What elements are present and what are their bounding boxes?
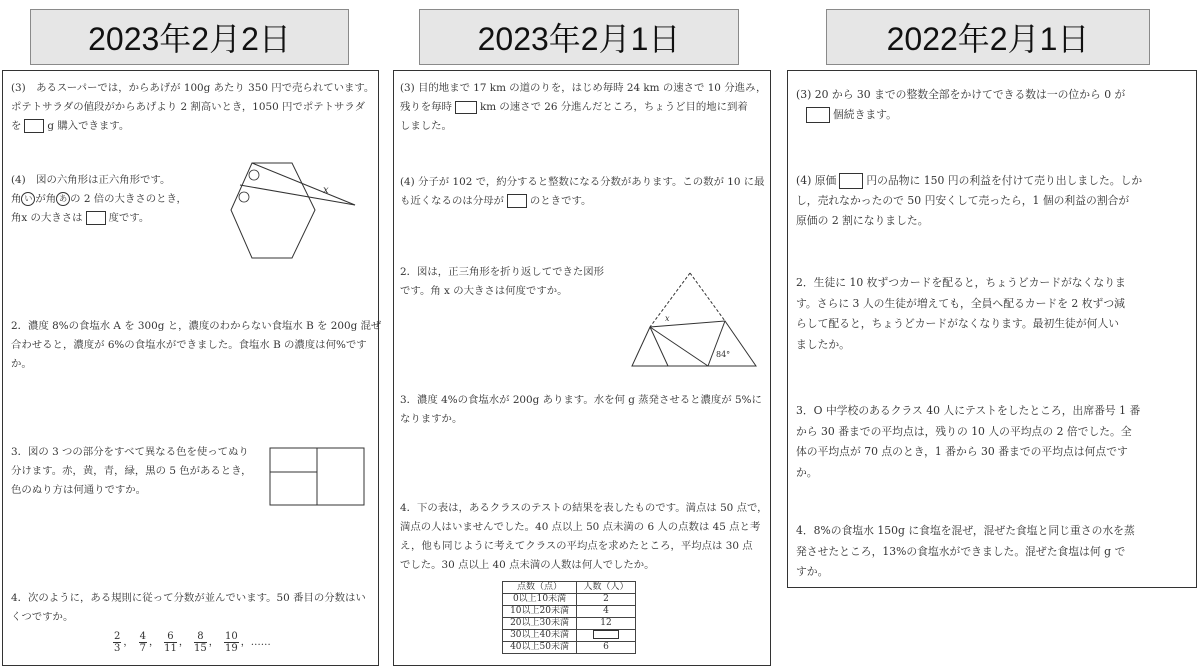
question-text: 残りを毎時 — [400, 101, 452, 113]
exam-page-2022-02-01 — [787, 70, 1197, 588]
ellipsis: ，…… — [240, 637, 271, 648]
answer-blank — [86, 211, 106, 225]
table-cell: 20以上30未満 — [503, 618, 577, 630]
table-row — [503, 618, 636, 630]
question-text: らして配ると，ちょうどカードがなくなります。最初生徒が何人い — [796, 317, 1120, 330]
question-2 — [11, 317, 381, 374]
question-4b — [11, 589, 366, 627]
question-text: 度です。 — [108, 212, 150, 224]
column-header: 人数（人） — [577, 582, 636, 594]
column-header: 点数（点） — [503, 582, 577, 594]
question-2 — [400, 263, 604, 301]
question-text: 分けます。赤，黄，青，緑，黒の 5 色があるとき， — [11, 465, 252, 477]
question-text: も近くなるのは分母が — [400, 195, 504, 207]
table-cell — [577, 630, 636, 642]
question-text: 3．O 中学校のあるクラス 40 人にテストをしたところ，出席番号 1 番 — [796, 404, 1141, 417]
table-cell: 0以上10未満 — [503, 594, 577, 606]
question-4b — [796, 521, 1135, 583]
angle-i-label: い — [21, 192, 35, 206]
question-3 — [400, 79, 766, 136]
angle-a-label: あ — [56, 192, 70, 206]
question-3b — [11, 443, 252, 500]
answer-blank — [839, 173, 863, 189]
question-text: 円の品物に 150 円の利益を付けて売り出しました。しか — [866, 174, 1143, 187]
answer-blank — [24, 119, 44, 133]
table-cell: 30以上40未満 — [503, 630, 577, 642]
folded-triangle-figure — [630, 271, 758, 369]
question-text: ましたか。 — [796, 337, 850, 351]
question-text: ポテトサラダの値段がからあげより 2 割高いとき，1050 円でポテトサラダ — [11, 101, 366, 113]
question-text: 3．濃度 4%の食塩水が 200g あります。水を何 g 蒸発させると濃度が 5%に — [400, 394, 762, 406]
table-cell: 12 — [577, 618, 636, 630]
fraction: $\frac{4}{7}$ — [139, 631, 146, 654]
question-text: 角 — [11, 193, 22, 205]
question-3 — [796, 85, 1125, 125]
date-header-1: 2023年2月2日 — [30, 9, 349, 65]
question-text: 合わせると，濃度が 6%の食塩水ができました。食塩水 B の濃度は何%です — [11, 339, 367, 351]
question-4 — [11, 171, 187, 228]
question-text: から 30 番までの平均点は，残りの 10 人の平均点の 2 倍でした。全 — [796, 424, 1132, 438]
question-text: (3) 20 から 30 までの整数全部をかけてできる数は一の位から 0 が — [796, 88, 1126, 101]
figure-angle-label: 84° — [716, 350, 731, 359]
answer-blank — [507, 194, 527, 208]
question-text: しました。 — [400, 120, 452, 132]
question-text: え，他も同じように考えてクラスの平均点を求めたところ，平均点は 30 点 — [400, 540, 753, 552]
table-row — [503, 642, 636, 654]
question-text: 発させたところ，13%の食塩水ができました。混ぜた食塩は何 g で — [796, 544, 1126, 558]
answer-blank — [806, 107, 830, 123]
table-row — [503, 594, 636, 606]
exam-page-2023-02-02 — [2, 70, 382, 666]
score-table — [502, 581, 636, 654]
question-text: 2．図は，正三角形を折り返してできた図形 — [400, 266, 605, 278]
question-text: km の速さで 26 分進んだところ，ちょうど目的地に到着 — [479, 101, 748, 113]
question-text: か。 — [796, 465, 818, 479]
question-3 — [11, 79, 374, 136]
answer-blank — [593, 630, 619, 639]
table-row — [503, 630, 636, 642]
question-text: なりますか。 — [400, 413, 463, 425]
question-2 — [796, 273, 1126, 355]
question-text: 4．次のように，ある規則に従って分数が並んでいます。50 番目の分数はい — [11, 592, 366, 604]
table-cell: 6 — [577, 642, 636, 654]
table-cell: 40以上50未満 — [503, 642, 577, 654]
question-text: 個続きます。 — [833, 108, 897, 121]
question-3b — [796, 401, 1140, 483]
table-header-row — [503, 582, 636, 594]
table-cell: 4 — [577, 606, 636, 618]
question-text: を — [11, 120, 22, 132]
question-text: です。角 x の大きさは何度ですか。 — [400, 285, 568, 297]
date-header-3: 2022年2月1日 — [826, 9, 1150, 65]
fraction: $\frac{8}{15}$ — [194, 631, 207, 654]
question-text: か。 — [11, 358, 32, 370]
question-text: (4) 原価 — [796, 174, 837, 187]
question-text: でした。30 点以上 40 点未満の人数は何人でしたか。 — [400, 559, 655, 571]
question-text: 4．下の表は，あるクラスのテストの結果を表したものです。満点は 50 点で， — [400, 502, 768, 514]
date-header-2: 2023年2月1日 — [419, 9, 739, 65]
fraction: $\frac{10}{19}$ — [224, 631, 238, 654]
fraction-sequence: $\frac{2}{3}$ ， $\frac{4}{7}$ ， $\frac{6}{11}$ ， $\frac{8}{15}$ ， $\frac{10}{19}$ ，…… — [114, 631, 271, 654]
question-4b — [400, 499, 768, 575]
answer-blank — [455, 101, 477, 114]
question-text: 角x の大きさは — [11, 212, 83, 224]
table-row — [503, 606, 636, 618]
question-text: 満点の人はいませんでした。40 点以上 50 点未満の 6 人の点数は 45 点と考 — [400, 521, 761, 533]
question-text: (4) 分子が 102 で，約分すると整数になる分数があります。この数が 10 に最 — [400, 176, 765, 188]
question-4 — [796, 171, 1142, 231]
question-text: すか。 — [796, 565, 829, 578]
question-text: が角 — [35, 193, 57, 205]
question-text: g 購入できます。 — [47, 120, 130, 132]
question-text: 4．8%の食塩水 150g に食塩を混ぜ，混ぜた食塩と同じ重さの水を蒸 — [796, 524, 1135, 537]
fraction: $\frac{2}{3}$ — [114, 631, 121, 654]
question-text: 2．生徒に 10 枚ずつカードを配ると，ちょうどカードがなくなりま — [796, 276, 1126, 289]
fraction: $\frac{6}{11}$ — [164, 631, 177, 654]
question-text: (4) 図の六角形は正六角形です。 — [11, 174, 171, 186]
question-3b — [400, 391, 762, 429]
question-text: の 2 倍の大きさのとき， — [70, 193, 187, 205]
figure-x-label: x — [665, 314, 670, 323]
question-text: 色のぬり方は何通りですか。 — [11, 484, 147, 496]
question-text: くつですか。 — [11, 611, 74, 623]
question-text: 2．濃度 8%の食塩水 A を 300g と，濃度のわからない食塩水 B を 200g 混ぜ — [11, 320, 382, 332]
question-text: す。さらに 3 人の生徒が増えても，全員へ配るカードを 2 枚ずつ減 — [796, 296, 1125, 310]
table-cell: 10以上20未満 — [503, 606, 577, 618]
question-text: (3) あるスーパーでは，からあげが 100g あたり 350 円で売られています。 — [11, 82, 375, 94]
question-text: 3．図の 3 つの部分をすべて異なる色を使ってぬり — [11, 446, 249, 458]
figure-x-label: x — [323, 185, 329, 196]
question-4 — [400, 173, 765, 211]
exam-page-2023-02-01 — [393, 70, 771, 666]
question-text: のときです。 — [529, 195, 592, 207]
hexagon-figure — [225, 155, 361, 265]
table-cell: 2 — [577, 594, 636, 606]
question-text: 原価の 2 割になりました。 — [796, 214, 929, 227]
question-text: (3) 目的地まで 17 km の道のりを，はじめ毎時 24 km の速さで 10 分進み， — [400, 82, 767, 94]
question-text: 体の平均点が 70 点のとき，1 番から 30 番までの平均点は何点です — [796, 445, 1128, 458]
question-text: し，売れなかったので 50 円安くして売ったら，1 個の利益の割合が — [796, 194, 1130, 207]
coloring-figure — [269, 447, 367, 507]
